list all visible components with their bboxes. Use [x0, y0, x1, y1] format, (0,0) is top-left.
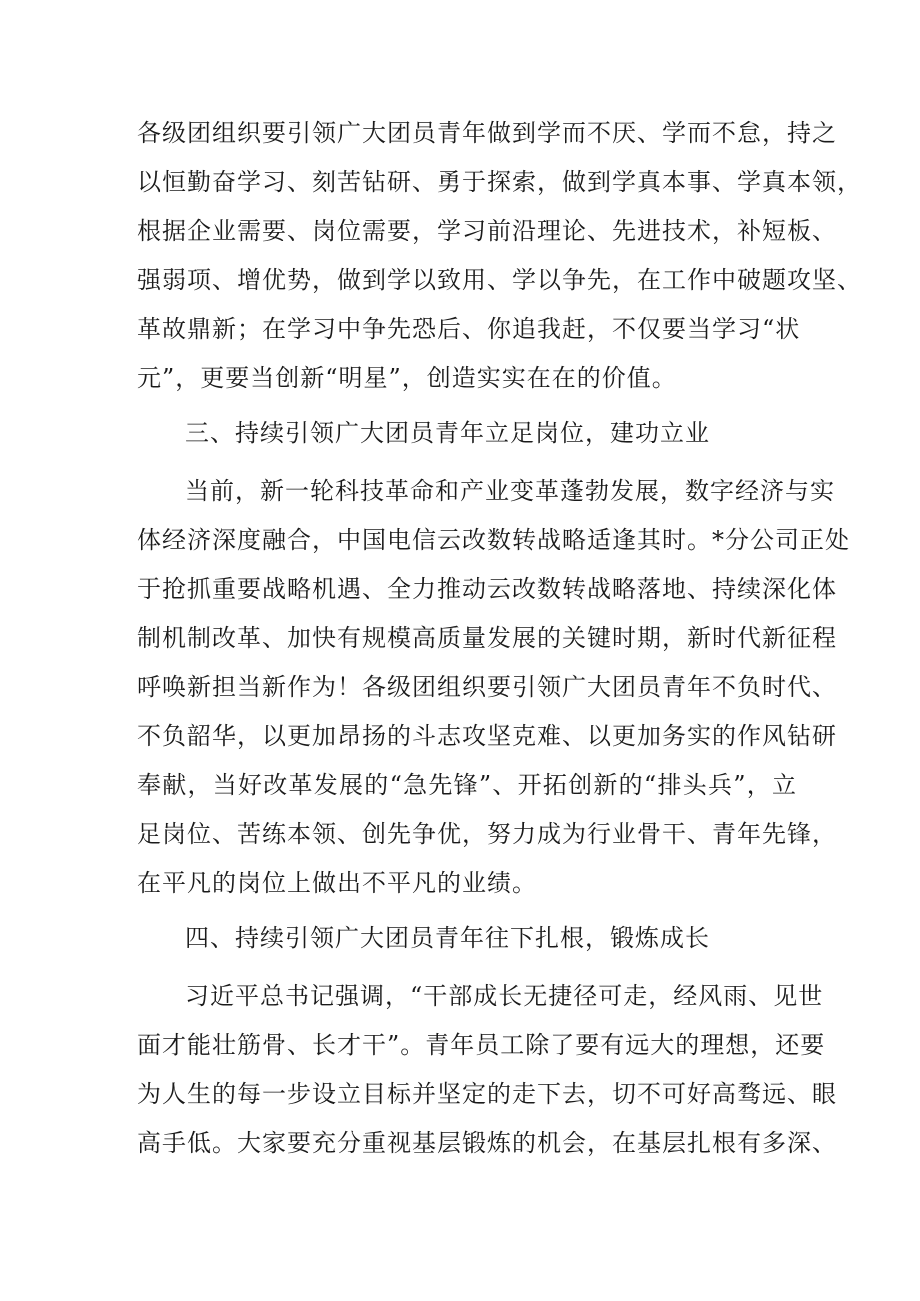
- body-text-line: 强弱项、增优势，做到学以致用、学以争先，在工作中破题攻坚、: [137, 266, 862, 294]
- body-text-line: 呼唤新担当新作为！各级团组织要引领广大团员青年不负时代、: [137, 673, 837, 701]
- body-text-line: 以恒勤奋学习、刻苦钻研、勇于探索，做到学真本事、学真本领，: [137, 168, 862, 196]
- body-text-line: 不负韶华，以更加昂扬的斗志攻坚克难、以更加务实的作风钻研: [137, 722, 837, 750]
- body-text-line: 革故鼎新；在学习中争先恐后、你追我赶，不仅要当学习“状: [137, 315, 801, 343]
- body-text-line: 在平凡的岗位上做出不平凡的业绩。: [137, 869, 537, 897]
- body-text-line: 根据企业需要、岗位需要，学习前沿理论、先进技术，补短板、: [137, 217, 837, 245]
- section-heading-4: 四、持续引领广大团员青年往下扎根，锻炼成长: [185, 924, 710, 952]
- body-text-line: 奉献，当好改革发展的“急先锋”、开拓创新的“排头兵”，立: [137, 771, 797, 799]
- body-text-line: 体经济深度融合，中国电信云改数转战略适逢其时。*分公司正处: [137, 526, 850, 554]
- body-text-line: 各级团组织要引领广大团员青年做到学而不厌、学而不怠，持之: [137, 119, 837, 147]
- body-text-line: 高手低。大家要充分重视基层锻炼的机会，在基层扎根有多深、: [137, 1129, 837, 1157]
- body-text-line: 元”，更要当创新“明星”，创造实实在在的价值。: [137, 364, 677, 392]
- body-text-line: 制机制改革、加快有规模高质量发展的关键时期，新时代新征程: [137, 624, 837, 652]
- body-text-line: 于抢抓重要战略机遇、全力推动云改数转战略落地、持续深化体: [137, 575, 837, 603]
- body-text-line: 习近平总书记强调，“干部成长无捷径可走，经风雨、见世: [185, 982, 824, 1010]
- body-text-line: 面才能壮筋骨、长才干”。青年员工除了要有远大的理想，还要: [137, 1031, 826, 1059]
- section-heading-3: 三、持续引领广大团员青年立足岗位，建功立业: [185, 419, 710, 447]
- body-text-line: 当前，新一轮科技革命和产业变革蓬勃发展，数字经济与实: [185, 477, 835, 505]
- body-text-line: 足岗位、苦练本领、创先争优，努力成为行业骨干、青年先锋，: [137, 820, 837, 848]
- body-text-line: 为人生的每一步设立目标并坚定的走下去，切不可好高骛远、眼: [137, 1080, 837, 1108]
